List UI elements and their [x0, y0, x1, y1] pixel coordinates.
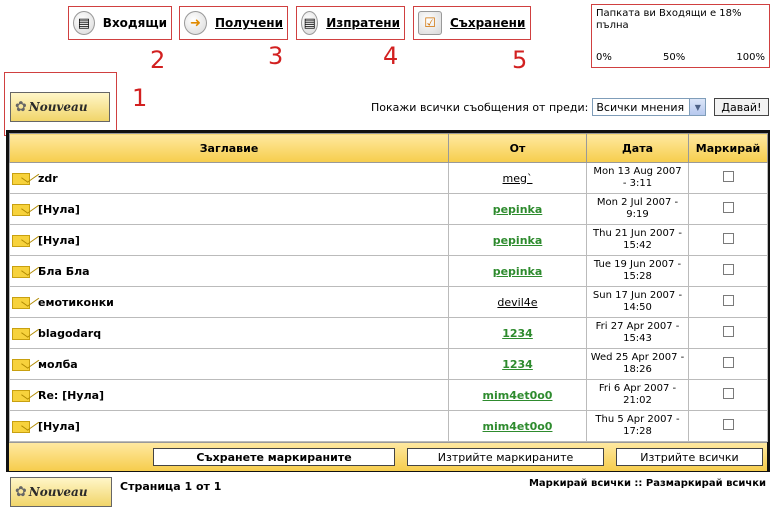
table-row: [10, 256, 768, 287]
footer-logo-text: Nouveau: [28, 485, 88, 499]
mark-checkbox[interactable]: [723, 326, 734, 337]
envelope-icon: [12, 297, 30, 309]
quota-scale-0: 0%: [596, 52, 612, 63]
annotation-number-5: 5: [512, 46, 528, 74]
table-row: [10, 318, 768, 349]
message-title[interactable]: Re: [Нула]: [38, 388, 105, 402]
mark-checkbox[interactable]: [723, 264, 734, 275]
mark-cell: [689, 194, 768, 225]
annotation-number-2: 2: [150, 46, 166, 74]
nav-received[interactable]: [179, 6, 288, 40]
chevron-down-icon[interactable]: ▼: [689, 99, 705, 115]
checkbox-saved-icon: ☑: [418, 11, 442, 35]
message-date: Sun 17 Jun 2007 - 14:50: [587, 287, 689, 318]
new-message-logo-text: Nouveau: [28, 100, 88, 114]
message-from[interactable]: mim4et0o0: [449, 411, 587, 442]
message-date: Thu 5 Apr 2007 - 17:28: [587, 411, 689, 442]
filter-label: Покажи всички съобщения от преди:: [371, 100, 589, 114]
nav-sent[interactable]: [296, 6, 405, 40]
message-title-cell[interactable]: [10, 163, 449, 194]
table-row: [10, 349, 768, 380]
message-date: Thu 21 Jun 2007 - 15:42: [587, 225, 689, 256]
message-date: Mon 13 Aug 2007 - 3:11: [587, 163, 689, 194]
mark-cell: [689, 287, 768, 318]
message-from[interactable]: 1234: [449, 318, 587, 349]
message-title[interactable]: молба: [38, 357, 78, 371]
message-title[interactable]: [Нула]: [38, 202, 80, 216]
message-title[interactable]: Бла Бла: [38, 264, 90, 278]
message-date: Fri 6 Apr 2007 - 21:02: [587, 380, 689, 411]
message-title-cell[interactable]: [10, 287, 449, 318]
header-mark: Маркирай: [689, 134, 768, 163]
message-from[interactable]: pepinka: [449, 256, 587, 287]
mark-checkbox[interactable]: [723, 388, 734, 399]
message-title-cell[interactable]: [10, 225, 449, 256]
annotation-number-1: 1: [132, 84, 148, 112]
messages-table: [9, 133, 768, 442]
message-from[interactable]: devil4e: [449, 287, 587, 318]
message-date: Wed 25 Apr 2007 - 18:26: [587, 349, 689, 380]
message-from[interactable]: 1234: [449, 349, 587, 380]
delete-marked-button[interactable]: Изтрийте маркираните: [407, 448, 604, 466]
message-from[interactable]: pepinka: [449, 194, 587, 225]
message-title-cell[interactable]: [10, 256, 449, 287]
sent-icon: ▤: [301, 11, 318, 35]
mark-checkbox[interactable]: [723, 295, 734, 306]
message-date: Tue 19 Jun 2007 - 15:28: [587, 256, 689, 287]
header-title: Заглавие: [10, 134, 449, 163]
message-title-cell[interactable]: [10, 380, 449, 411]
annotation-number-4: 4: [383, 42, 399, 70]
envelope-icon: [12, 235, 30, 247]
folder-quota: [591, 4, 770, 68]
quota-scale: [596, 52, 765, 64]
message-title-cell[interactable]: [10, 411, 449, 442]
delete-all-button[interactable]: Изтрийте всички: [616, 448, 763, 466]
message-title[interactable]: [Нула]: [38, 233, 80, 247]
message-title-cell[interactable]: [10, 318, 449, 349]
message-title[interactable]: емотиконки: [38, 295, 114, 309]
mark-cell: [689, 256, 768, 287]
envelope-icon: [12, 173, 30, 185]
table-row: [10, 194, 768, 225]
go-button[interactable]: Давай!: [714, 98, 768, 116]
header-date: Дата: [587, 134, 689, 163]
message-date: Mon 2 Jul 2007 - 9:19: [587, 194, 689, 225]
message-title[interactable]: blagodarq: [38, 326, 102, 340]
quota-scale-50: 50%: [663, 52, 686, 63]
nav-saved[interactable]: [413, 6, 531, 40]
table-row: [10, 163, 768, 194]
mark-cell: [689, 411, 768, 442]
nav-inbox[interactable]: [68, 6, 172, 40]
annotation-number-3: 3: [268, 42, 284, 70]
inbox-icon: ▤: [73, 11, 95, 35]
envelope-icon: [12, 359, 30, 371]
envelope-icon: [12, 328, 30, 340]
mark-checkbox[interactable]: [723, 419, 734, 430]
header-from: От: [449, 134, 587, 163]
table-actions: [9, 442, 767, 471]
mark-cell: [689, 380, 768, 411]
flower-icon: ✿: [15, 99, 27, 115]
table-row: [10, 287, 768, 318]
nav-received-label: Получени: [215, 16, 283, 30]
nav-sent-label: Изпратени: [326, 16, 400, 30]
message-from[interactable]: mim4et0o0: [449, 380, 587, 411]
mark-cell: [689, 349, 768, 380]
table-row: [10, 411, 768, 442]
message-from[interactable]: meg`: [449, 163, 587, 194]
message-from[interactable]: pepinka: [449, 225, 587, 256]
filter-select[interactable]: [592, 98, 706, 116]
quota-scale-100: 100%: [736, 52, 765, 63]
message-title-cell[interactable]: [10, 349, 449, 380]
flower-icon: ✿: [15, 484, 27, 500]
envelope-icon: [12, 421, 30, 433]
table-header-row: [10, 134, 768, 163]
mark-checkbox[interactable]: [723, 202, 734, 213]
message-title-cell[interactable]: [10, 194, 449, 225]
new-message-button[interactable]: [10, 92, 110, 122]
mark-cell: [689, 318, 768, 349]
nav-inbox-label: Входящи: [102, 16, 167, 30]
mark-cell: [689, 163, 768, 194]
message-title[interactable]: zdr: [38, 171, 58, 185]
envelope-icon: [12, 390, 30, 402]
filter-selected: Всички мнения: [596, 100, 685, 114]
mark-checkbox[interactable]: [723, 233, 734, 244]
mark-checkbox[interactable]: [723, 357, 734, 368]
save-marked-button[interactable]: Съхранете маркираните: [153, 448, 395, 466]
arrow-right-icon: ➜: [184, 11, 207, 35]
mark-all-links[interactable]: Маркирай всички :: Размаркирай всички: [528, 478, 766, 489]
table-row: [10, 225, 768, 256]
nav-saved-label: Съхранени: [450, 16, 526, 30]
page-info: Страница 1 от 1: [120, 480, 222, 493]
messages-table-container: [6, 130, 770, 472]
message-title[interactable]: [Нула]: [38, 419, 80, 433]
table-row: [10, 380, 768, 411]
filter-bar: [371, 98, 769, 116]
new-message-box: [4, 72, 117, 136]
quota-text: Папката ви Входящи е 18% пълна: [596, 8, 742, 31]
envelope-icon: [12, 266, 30, 278]
footer-new-message-button[interactable]: [10, 477, 112, 507]
footer-new-message: [10, 477, 112, 507]
envelope-icon: [12, 204, 30, 216]
mark-checkbox[interactable]: [723, 171, 734, 182]
message-date: Fri 27 Apr 2007 - 15:43: [587, 318, 689, 349]
mark-cell: [689, 225, 768, 256]
